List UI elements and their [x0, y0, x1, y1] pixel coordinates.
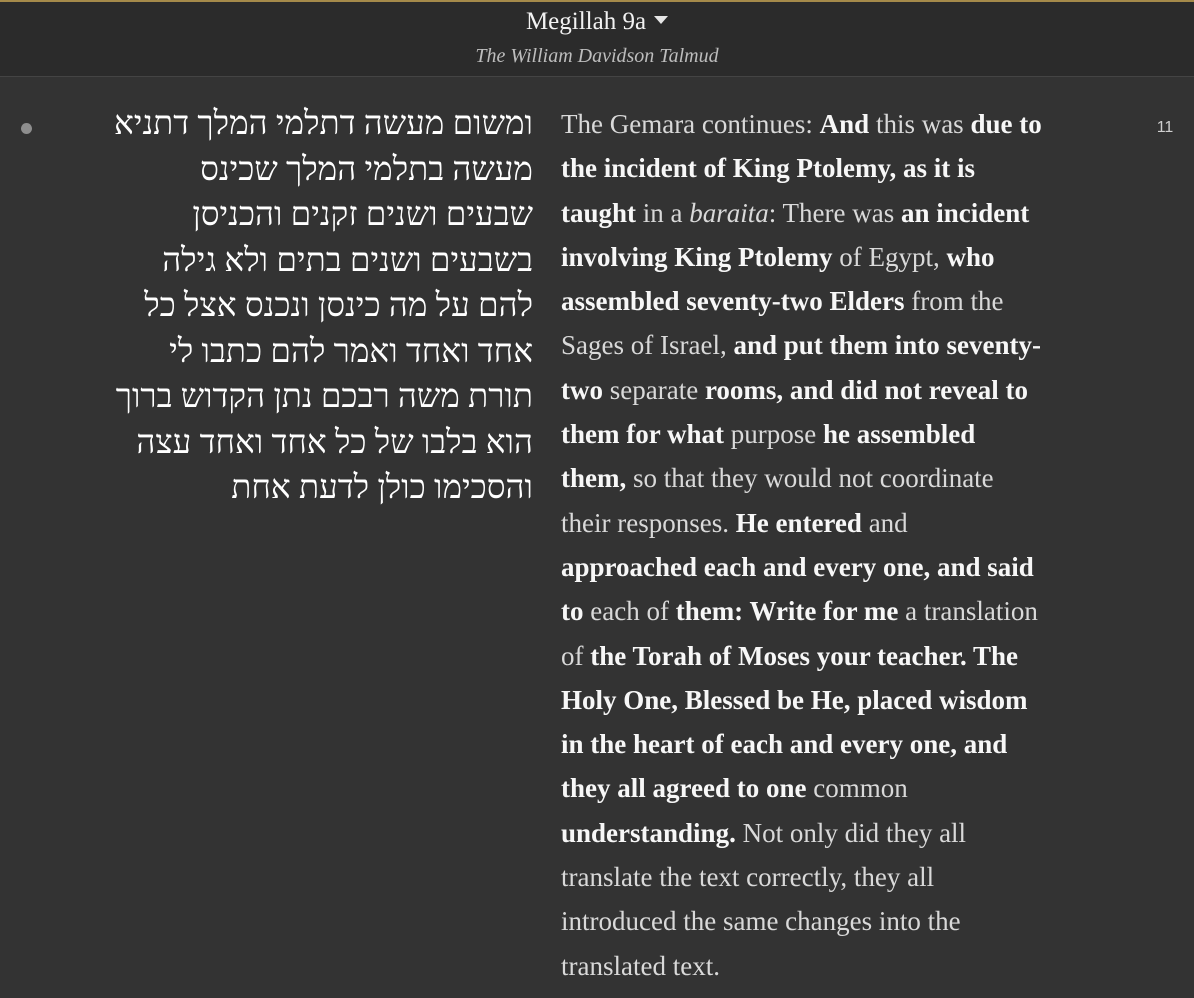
- english-line: [561, 146, 1121, 190]
- english-line: [561, 102, 1121, 146]
- bold-text-run: to: [561, 596, 584, 627]
- bold-text-run: due to: [970, 109, 1042, 139]
- bold-text-run: who: [946, 241, 995, 272]
- bold-text-run: them: Write for me: [675, 596, 899, 627]
- hebrew-text[interactable]: [45, 102, 533, 512]
- hebrew-line: תורת משה רבכם נתן הקדוש ברוך: [115, 379, 533, 415]
- bold-text-run: And: [819, 109, 870, 139]
- hebrew-line: ומשום מעשה דתלמי המלך דתניא: [113, 106, 533, 142]
- hebrew-line: להם על מה כינסן ונכנס אצל כל: [144, 288, 533, 324]
- bold-text-run: an incident: [901, 197, 1030, 228]
- title-dropdown[interactable]: [0, 7, 1194, 37]
- english-line: [561, 279, 1121, 323]
- bold-text-run: two: [561, 374, 603, 405]
- english-line: [561, 501, 1121, 545]
- english-line: [561, 412, 1121, 456]
- text-run: from the: [904, 286, 1004, 317]
- text-run: translate the text correctly, they all: [561, 862, 935, 893]
- english-line: [561, 323, 1121, 367]
- english-line: [561, 722, 1121, 766]
- bold-text-run: approached each and every one, and said: [561, 551, 1034, 582]
- english-line: [561, 899, 1121, 943]
- bold-text-run: involving King Ptolemy: [561, 241, 833, 272]
- english-line: [561, 589, 1121, 633]
- bold-text-run: rooms, and did not reveal to: [704, 374, 1028, 405]
- page-title[interactable]: Megillah 9a: [525, 8, 647, 35]
- text-run: common: [806, 773, 908, 804]
- text-run: purpose: [723, 419, 823, 450]
- english-line: [561, 855, 1121, 899]
- bold-text-run: assembled seventy-two Elders: [561, 286, 905, 317]
- bold-text-run: the Torah of Moses your teacher. The: [590, 640, 1019, 671]
- hebrew-line: מעשה בתלמי המלך שכינס: [200, 151, 533, 188]
- bold-text-run: and put them into seventy-: [733, 330, 1041, 361]
- bold-text-run: he assembled: [822, 419, 976, 450]
- header-bar: [0, 2, 1194, 77]
- text-run: of: [561, 640, 591, 671]
- bold-text-run: taught: [561, 197, 637, 228]
- text-run: and: [861, 507, 908, 538]
- text-run: introduced the same changes into the: [561, 906, 961, 937]
- english-line: [561, 634, 1121, 678]
- english-translation-text[interactable]: [561, 102, 1121, 988]
- segment-number[interactable]: 11: [1156, 119, 1174, 136]
- english-line: [561, 944, 1121, 988]
- bullet-dot-icon[interactable]: [21, 123, 32, 134]
- text-run: separate: [603, 374, 705, 405]
- english-line: [561, 678, 1121, 722]
- hebrew-line: שבעים ושנים זקנים והכניסן: [192, 197, 533, 233]
- english-line: [561, 191, 1121, 235]
- hebrew-line: בשבעים ושנים בתים ולא גילה: [162, 242, 533, 279]
- text-run: Not only did they all: [735, 817, 967, 848]
- text-run: The Gemara continues:: [561, 109, 820, 139]
- hebrew-line: והסכימו כולן לדעת אחת: [231, 470, 533, 506]
- bold-text-run: understanding.: [561, 817, 736, 848]
- bold-text-run: them,: [561, 463, 627, 494]
- bold-text-run: the incident of King Ptolemy, as it is: [561, 153, 975, 184]
- text-run: : There was: [768, 197, 901, 228]
- text-run: each of: [583, 596, 676, 627]
- text-run: this was: [869, 109, 971, 139]
- english-line: [561, 456, 1121, 500]
- english-line: [561, 368, 1121, 412]
- text-run: their responses.: [561, 507, 736, 538]
- english-line: [561, 545, 1121, 589]
- text-run: translated text.: [561, 950, 720, 981]
- text-run: in a: [636, 197, 690, 228]
- hebrew-line: הוא בלבו של כל אחד ואחד עצה: [136, 424, 533, 461]
- page-subtitle: The William Davidson Talmud: [475, 45, 719, 67]
- english-line: [561, 235, 1121, 279]
- bold-text-run: them for what: [561, 419, 724, 450]
- text-run: Sages of Israel,: [561, 330, 734, 361]
- english-line: [561, 766, 1121, 810]
- bold-text-run: they all agreed to one: [561, 773, 807, 804]
- text-run: of Egypt,: [832, 241, 947, 272]
- english-line: [561, 811, 1121, 855]
- bold-text-run: in the heart of each and every one, and: [561, 729, 1008, 760]
- caret-down-icon[interactable]: [654, 16, 668, 24]
- bold-text-run: Holy One, Blessed be He, placed wisdom: [561, 684, 1028, 715]
- text-run: a translation: [898, 596, 1038, 627]
- text-run: so that they would not coordinate: [626, 463, 994, 494]
- bold-text-run: He entered: [735, 507, 862, 538]
- italic-text-run: baraita: [689, 197, 769, 228]
- hebrew-line: אחד ואחד ואמר להם כתבו לי: [169, 333, 533, 370]
